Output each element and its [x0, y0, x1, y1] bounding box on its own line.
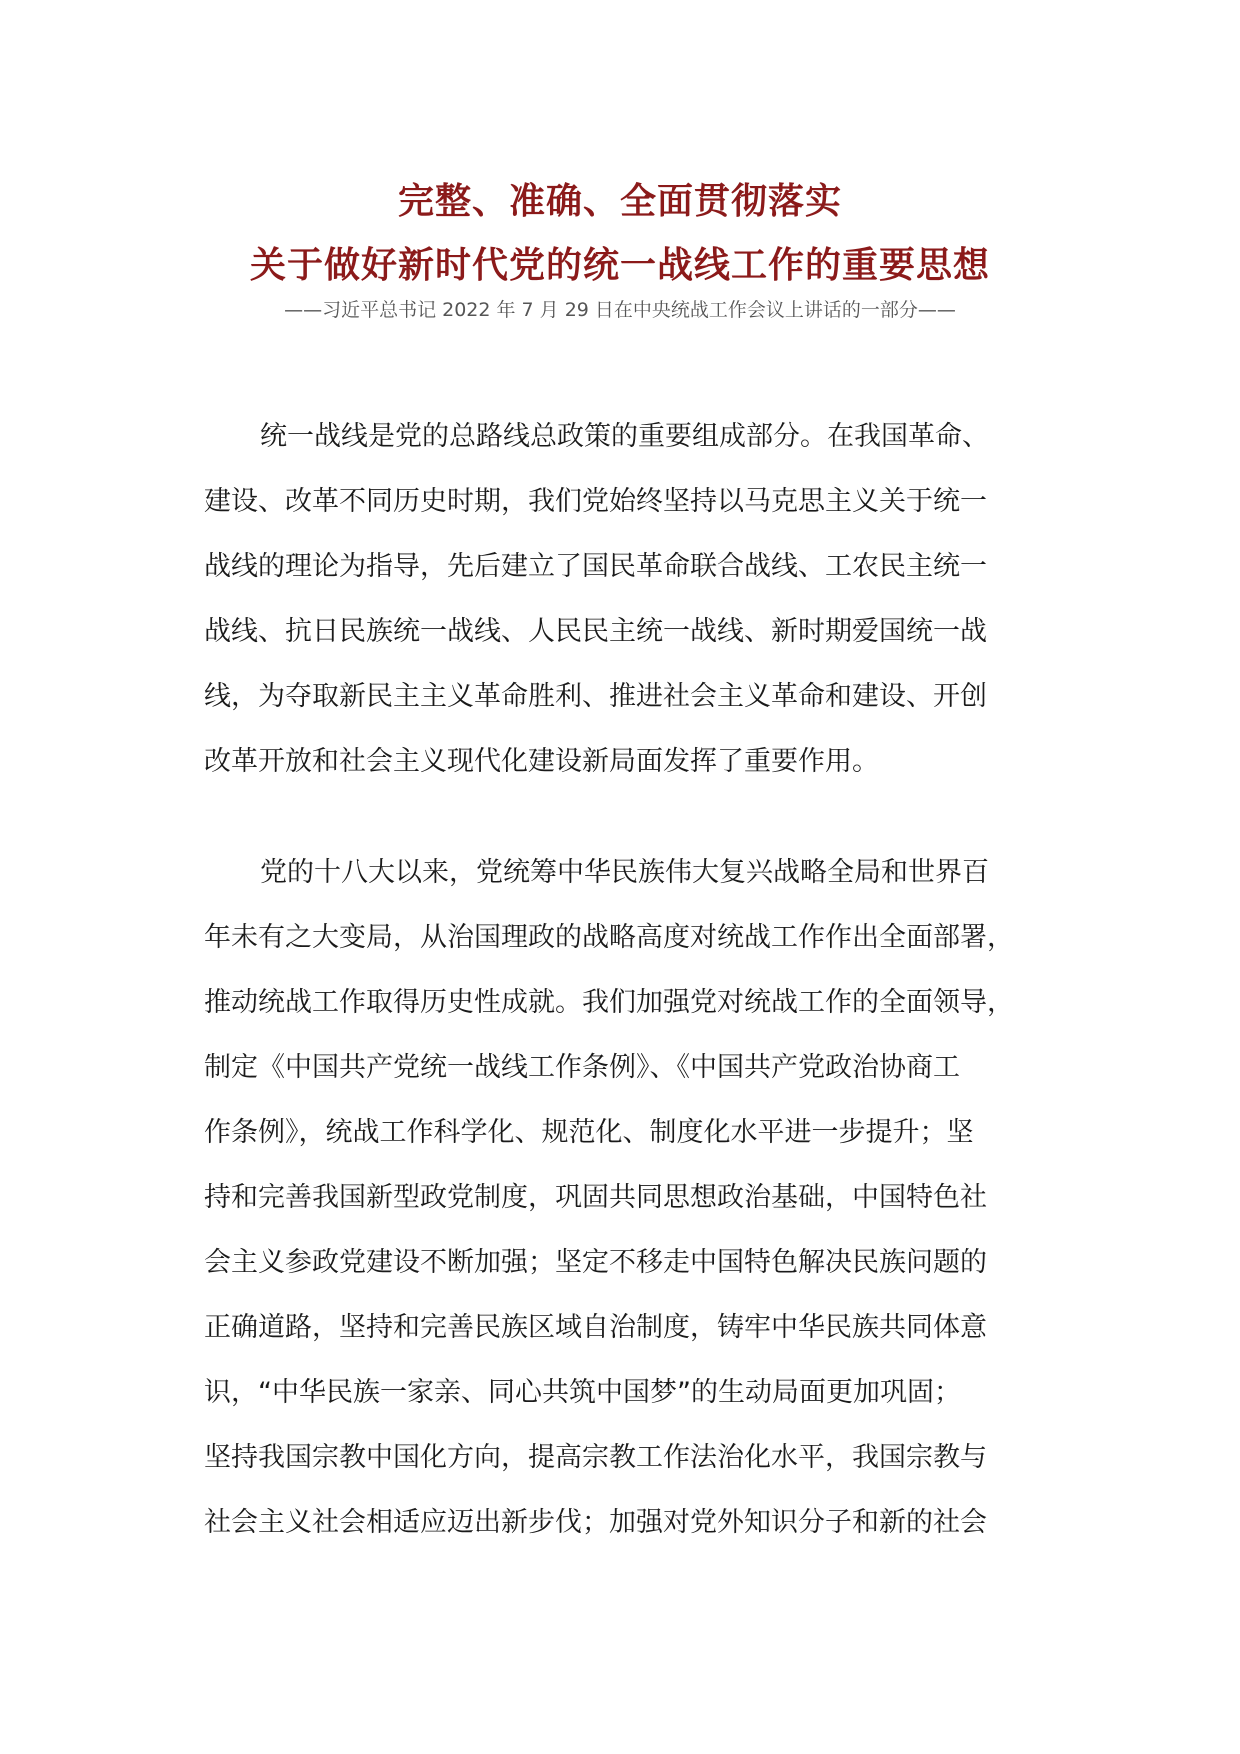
title-line-2: 关于做好新时代党的统一战线工作的重要思想: [249, 245, 990, 286]
paragraph-line: 制定《中国共产党统一战线工作条例》、《中国共产党政治协商工: [204, 1052, 960, 1083]
paragraph-line: 识，“中华民族一家亲、同心共筑中国梦”的生动局面更加巩固；: [204, 1377, 961, 1408]
document-subtitle: ——习近平总书记 2022 年 7 月 29 日在中央统战工作会议上讲话的一部分——: [284, 299, 956, 321]
paragraph-line: 持和完善我国新型政党制度，巩固共同思想政治基础，中国特色社: [204, 1182, 987, 1213]
paragraph-line: 年未有之大变局，从治国理政的战略高度对统战工作作出全面部署，: [204, 922, 1014, 953]
paragraph-line: 正确道路，坚持和完善民族区域自治制度，铸牢中华民族共同体意: [204, 1312, 987, 1343]
paragraph-2: [204, 840, 1054, 1555]
paragraph-line: 坚持我国宗教中国化方向，提高宗教工作法治化水平，我国宗教与: [204, 1442, 987, 1473]
paragraph-line: 统一战线是党的总路线总政策的重要组成部分。在我国革命、: [260, 421, 989, 452]
paragraph-line: 社会主义社会相适应迈出新步伐；加强对党外知识分子和新的社会: [204, 1507, 987, 1538]
paragraph-line: 会主义参政党建设不断加强；坚定不移走中国特色解决民族问题的: [204, 1247, 987, 1278]
paragraph-line: 党的十八大以来，党统筹中华民族伟大复兴战略全局和世界百: [260, 857, 989, 888]
paragraph-1: [204, 404, 1054, 794]
paragraph-line: 作条例》，统战工作科学化、规范化、制度化水平进一步提升；坚: [204, 1117, 974, 1148]
paragraph-line: 战线的理论为指导，先后建立了国民革命联合战线、工农民主统一: [204, 551, 987, 582]
paragraph-line: 改革开放和社会主义现代化建设新局面发挥了重要作用。: [204, 746, 879, 777]
paragraph-line: 线，为夺取新民主主义革命胜利、推进社会主义革命和建设、开创: [204, 681, 987, 712]
title-line-1: 完整、准确、全面贯彻落实: [397, 181, 842, 222]
paragraph-line: 战线、抗日民族统一战线、人民民主统一战线、新时期爱国统一战: [204, 616, 987, 647]
paragraph-line: 建设、改革不同历史时期，我们党始终坚持以马克思主义关于统一: [204, 486, 987, 517]
paragraph-line: 推动统战工作取得历史性成就。我们加强党对统战工作的全面领导，: [204, 987, 1014, 1018]
document-title: [0, 170, 1240, 298]
